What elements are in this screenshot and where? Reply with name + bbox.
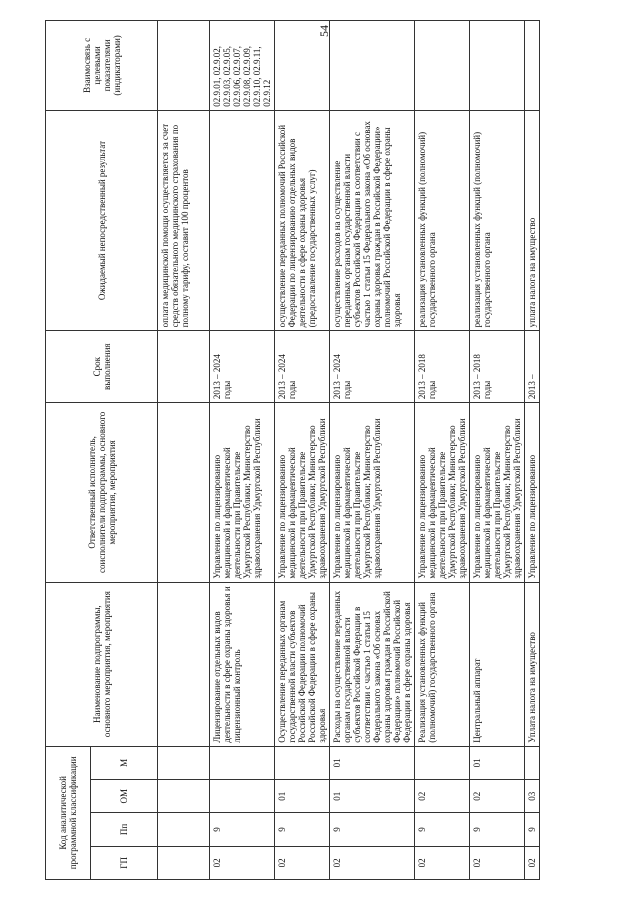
name-cell: Уплата налога на имущество <box>525 582 540 746</box>
code-col-m: М <box>91 746 158 779</box>
result-cell: реализация установленных функций (полномочий) государственного органа <box>470 110 525 331</box>
term-cell: 2013 – 2018 годы <box>470 331 525 403</box>
code-col-gp: ГП <box>91 846 158 879</box>
table-row-continued <box>158 21 210 880</box>
om-cell: 02 <box>415 780 470 813</box>
name-cell: Расходы на осуществление переданных органам государственной власти субъектов Российской Федерации в соответствии с частью 1 статьи 15 Федерального закона «Об основах охраны здоровья граждан в Российской Федерации» полномочий Российской Федерации в сфере охраны здоровья <box>330 582 415 746</box>
table-row <box>470 21 525 880</box>
om-cell <box>210 780 275 813</box>
code-group-header: Код аналитической программной классификации <box>46 746 91 879</box>
indicators-cell: 02.9.01, 02.9.02, 02.9.03, 02.9.05, 02.9.06, 02.9.07, 02.9.08, 02.9.09, 02.9.10, 02.9.11, 02.9.12 <box>210 21 275 111</box>
m-cell <box>275 746 330 779</box>
table-row <box>330 21 415 880</box>
term-cell: 2013 – 2024 годы <box>275 331 330 403</box>
indicators-cell <box>470 21 525 111</box>
executor-cell: Управление по лицензированию медицинской и фармацевтической деятельности при Правительстве Удмуртской Республики; Министерство здравоохранения Удмуртской Республики <box>210 403 275 582</box>
om-cell: 02 <box>470 780 525 813</box>
name-cell: Осуществление переданных органам государственной власти субъектов Российской Федерации полномочий Российской Федерации в сфере охраны здоровья <box>275 582 330 746</box>
rotated-table-container <box>45 20 595 880</box>
term-cell: 2013 – 2018 годы <box>415 331 470 403</box>
pp-cell: 9 <box>525 813 540 846</box>
page-number: 54 <box>317 25 331 37</box>
result-cell: оплата медицинской помощи осуществляется за счет средств обязательного медицинского страхования по полному тарифу, составит 100 процентов <box>158 110 210 331</box>
result-cell: реализация установленных функций (полномочий) государственного органа <box>415 110 470 331</box>
name-cell: Центральный аппарат <box>470 582 525 746</box>
table-row <box>275 21 330 880</box>
result-cell: осуществление расходов на осуществление переданных органам государственной власти субъектов Российской Федерации в соответствии с частью 1 статьи 15 Федерального закона «Об основах охраны здоровья граждан в Российской Федерации» полномочий Российской Федерации в сфере охраны здоровья <box>330 110 415 331</box>
pp-cell: 9 <box>210 813 275 846</box>
gp-cell: 02 <box>275 846 330 879</box>
indicators-cell <box>525 21 540 111</box>
term-cell: 2013 – <box>525 331 540 403</box>
executor-col-header: Ответственный исполнитель, соисполнители подпрограммы, основного мероприятия, мероприятия <box>46 403 158 582</box>
m-cell: 01 <box>330 746 415 779</box>
code-col-om: ОМ <box>91 780 158 813</box>
executor-cell: Управление по лицензированию <box>525 403 540 582</box>
pp-cell: 9 <box>470 813 525 846</box>
table-row <box>210 21 275 880</box>
indicators-cell <box>330 21 415 111</box>
name-cell: Лицензирование отдельных видов деятельности в сфере охраны здоровья и лицензионный контроль <box>210 582 275 746</box>
executor-cell: Управление по лицензированию медицинской и фармацевтической деятельности при Правительстве Удмуртской Республики; Министерство здравоохранения Удмуртской Республики <box>275 403 330 582</box>
result-cell <box>210 110 275 331</box>
pp-cell: 9 <box>275 813 330 846</box>
code-col-pp: Пп <box>91 813 158 846</box>
gp-cell: 02 <box>415 846 470 879</box>
result-cell: уплата налога на имущество <box>525 110 540 331</box>
m-cell <box>415 746 470 779</box>
result-cell: осуществление переданных полномочий Российской Федерации по лицензированию отдельных видов деятельности в сфере охраны здоровья (предоставление государственных услуг) <box>275 110 330 331</box>
table-row <box>525 21 540 880</box>
name-cell: Реализация установленных функций (полномочий) государственного органа <box>415 582 470 746</box>
om-cell: 01 <box>330 780 415 813</box>
gp-cell: 02 <box>210 846 275 879</box>
om-cell: 03 <box>525 780 540 813</box>
gp-cell: 02 <box>525 846 540 879</box>
table-row <box>415 21 470 880</box>
m-cell <box>525 746 540 779</box>
program-table <box>45 20 540 880</box>
term-col-header: Срок выполнения <box>46 331 158 403</box>
name-col-header: Наименование подпрограммы, основного мероприятия, мероприятия <box>46 582 158 746</box>
gp-cell: 02 <box>330 846 415 879</box>
term-cell: 2013 – 2024 годы <box>330 331 415 403</box>
pp-cell: 9 <box>330 813 415 846</box>
gp-cell: 02 <box>470 846 525 879</box>
indicators-cell <box>415 21 470 111</box>
executor-cell: Управление по лицензированию медицинской и фармацевтической деятельности при Правительстве Удмуртской Республики; Министерство здравоохранения Удмуртской Республики <box>415 403 470 582</box>
m-cell: 01 <box>470 746 525 779</box>
om-cell: 01 <box>275 780 330 813</box>
executor-cell: Управление по лицензированию медицинской и фармацевтической деятельности при Правительстве Удмуртской Республики; Министерство здравоохранения Удмуртской Республики <box>470 403 525 582</box>
pp-cell: 9 <box>415 813 470 846</box>
term-cell: 2013 – 2024 годы <box>210 331 275 403</box>
indicators-cell <box>275 21 330 111</box>
result-col-header: Ожидаемый непосредственный результат <box>46 110 158 331</box>
indicators-col-header: Взаимосвязь с целевыми показателями (индикаторами) <box>46 21 158 111</box>
m-cell <box>210 746 275 779</box>
executor-cell: Управление по лицензированию медицинской и фармацевтической деятельности при Правительстве Удмуртской Республики; Министерство здравоохранения Удмуртской Республики <box>330 403 415 582</box>
